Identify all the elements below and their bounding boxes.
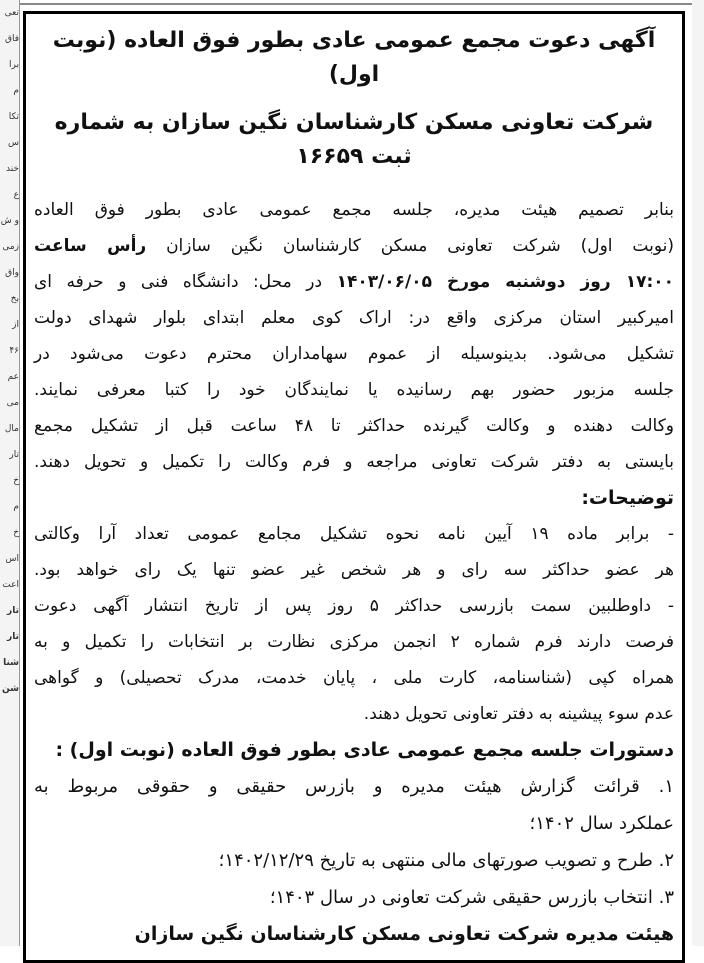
fragment: زمی [2, 242, 19, 252]
fragment: عم [7, 372, 19, 382]
fragment: س [8, 138, 19, 148]
agenda-item: ۱. قرائت گزارش هیئت مدیره و بازرس حقیقی و حقوقی مربوط به [34, 776, 674, 797]
notice-subtitle: شرکت تعاونی مسکن کارشناسان نگین سازان به شماره ثبت ۱۶۶۵۹ [54, 110, 654, 169]
body-line: بایستی به دفتر شرکت تعاونی مراجعه و فرم وکالت را تکمیل و تحویل دهند. [34, 452, 674, 472]
fragment: تار [9, 450, 19, 460]
note-line: - برابر ماده ۱۹ آیین نامه نحوه تشکیل مجامع عمومی تعداد آرا وکالتی [34, 524, 675, 544]
meeting-time-label: رأس ساعت [34, 236, 147, 256]
fragment: ۴۶ [9, 346, 19, 356]
fragment: تار [7, 632, 19, 642]
body-line: وکالت دهنده و وکالت گیرنده حداکثر تا ۴۸ ساعت قبل از تشکیل مجمع [34, 416, 674, 436]
meeting-date: ۱۷:۰۰ روز دوشنبه مورخ ۱۴۰۳/۰۶/۰۵ [336, 272, 675, 292]
agenda-item: عملکرد سال ۱۴۰۲؛ [529, 813, 674, 834]
fragment: خ [13, 476, 19, 486]
body-line: تشکیل می‌شود. بدینوسیله از عموم سهامداران محترم دعوت می‌شود در [34, 344, 674, 364]
fragment: تعی [4, 8, 19, 18]
agenda-item: ۳. انتخاب بازرس حقیقی شرکت تعاونی در سال ۱۴۰۳؛ [269, 887, 674, 908]
body-text: در محل: دانشگاه فنی و حرفه ای [34, 272, 337, 292]
fragment: تار [7, 606, 19, 616]
fragment: شن [2, 684, 19, 694]
fragment: از [12, 320, 19, 330]
body-text: (نوبت اول) شرکت تعاونی مسکن کارشناسان نگین سازان [146, 236, 674, 256]
body-line: جلسه مزبور حضور بهم رسانیده یا نمایندگان خود را کتبا معرفی نمایند. [34, 380, 674, 400]
notes-heading: توضیحات: [581, 487, 674, 509]
agenda-item: ۲. طرح و تصویب صورتهای مالی منتهی به تاریخ ۱۴۰۲/۱۲/۲۹؛ [218, 850, 674, 871]
top-rule [0, 3, 704, 5]
notice-box [23, 11, 685, 963]
fragment: ع [13, 190, 19, 200]
adjacent-column-right [692, 0, 704, 946]
note-line: فرصت دارند فرم شماره ۲ انجمن مرکزی نظارت بر انتخابات را تکمیل و به [34, 632, 674, 652]
body-line [34, 264, 674, 300]
fragment: بخ [10, 294, 19, 304]
fragment: تکا [8, 112, 19, 122]
fragment: فاق [4, 34, 19, 44]
fragment: و ش [0, 216, 19, 226]
fragment: اس [5, 554, 19, 564]
fragment: م [13, 502, 19, 512]
note-line: - داوطلبین سمت بازرسی حداکثر ۵ روز پس از تاریخ انتشار آگهی دعوت [34, 596, 674, 616]
fragment: مال [4, 424, 19, 434]
fragment: شنا [3, 658, 19, 668]
notice-title: آگهی دعوت مجمع عمومی عادی بطور فوق العاده (نوبت اول) [52, 28, 656, 87]
note-line: همراه کپی (شناسنامه، کارت ملی ، پایان خدمت، مدرک تحصیلی) و گواهی [34, 668, 674, 688]
body-line [34, 228, 674, 264]
signature: هیئت مدیره شرکت تعاونی مسکن کارشناسان نگین سازان [134, 923, 674, 945]
body-line: امیرکبیر استان مرکزی واقع در: اراک کوی معلم ابتدای بلوار شهدای دولت [34, 308, 674, 328]
note-line: عدم سوء پیشینه به دفتر تعاونی تحویل دهند. [363, 704, 674, 724]
body-text: بنابر تصمیم هیئت مدیره، جلسه مجمع عمومی عادی بطور فوق العاده [34, 200, 674, 220]
note-line: هر عضو حداکثر سه رای و هر شخص غیر عضو تنها یک رای خواهد بود. [34, 560, 674, 580]
agenda-heading: دستورات جلسه مجمع عمومی عادی بطور فوق العاده (نوبت اول) : [55, 739, 674, 761]
body-line [34, 192, 674, 228]
fragment: م [13, 86, 19, 96]
fragment: می [6, 398, 19, 408]
fragment: اعت [2, 580, 19, 590]
fragment: خند [5, 164, 19, 174]
fragment: برا [9, 60, 19, 70]
adjacent-column-left [0, 0, 20, 946]
fragment: واق [5, 268, 19, 278]
fragment: خ [13, 528, 19, 538]
